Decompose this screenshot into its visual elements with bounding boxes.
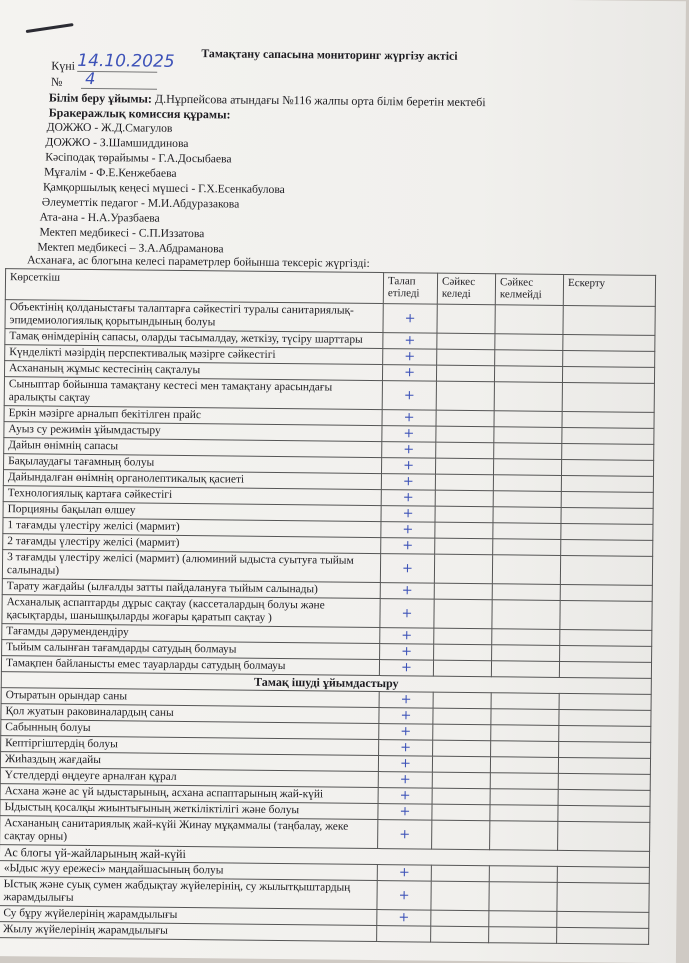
required-mark: + [381,538,435,555]
noncompliant-cell [491,725,559,742]
compliant-cell [435,538,493,555]
compliant-cell [434,554,492,584]
indicator-label: Кептіргіштердің болуы [1,736,379,756]
indicator-label: Ыстық және суық сумен жабдықтау жүйелерінің, су жылытқыштардың жарамдылығы [0,877,377,910]
member-1: ДОЖЖО - Ж.Д.Смагулов [47,121,173,135]
noncompliant-cell [491,709,559,726]
compliant-cell [432,756,490,773]
required-mark: + [383,304,437,334]
noncompliant-cell [492,645,560,662]
noncompliant-cell [493,523,561,540]
indicator-label: Ауыз су режимін ұйымдастыру [4,422,382,442]
compliant-cell [431,881,489,911]
note-cell [561,523,653,540]
indicator-label: 2 тағамды үлестіру желісі (мармит) [3,534,381,554]
indicator-label: Технологиялық картаға сәйкестігі [3,486,381,506]
compliant-cell [435,490,493,507]
compliant-cell [432,820,490,850]
required-mark: + [383,333,437,350]
indicator-label: Күнделікті мәзірдің перспективалық мәзірге сәйкестігі [5,345,383,365]
member-3: Кәсіподақ төрайымы - Г.А.Досыбаева [45,151,231,166]
required-mark: + [381,506,435,523]
indicator-label: Тамақ өнімдерінің сапасы, оларды тасымалдау, жеткізу, түсіру шарттары [5,329,383,349]
compliant-cell [432,804,490,821]
noncompliant-cell [492,555,560,585]
indicator-label: Тыйым салынған тағамдарды сатудың болмауы [2,640,380,660]
table-intro: Асханаға, ас блогына келесі параметрлер бойынша тексеріс жүргізді: [27,253,370,270]
note-cell [558,789,650,806]
noncompliant-cell [495,350,563,367]
compliant-cell [431,910,489,927]
indicator-label: Жылу жүйелерінің жарамдылығы [0,922,377,942]
required-mark: + [380,644,434,661]
required-mark: + [382,410,436,427]
required-mark: + [377,865,431,882]
indicator-label: Үстелдерді өңдеуге арналған құрал [0,768,378,788]
compliant-cell [434,644,492,661]
required-mark: + [381,458,435,475]
note-cell [560,584,652,601]
indicator-label: Еркін мәзірге арналып бекітілген прайс [4,406,382,426]
required-mark [377,926,431,943]
noncompliant-cell [490,757,558,774]
commission-title: Бракеражлық комиссия құрамы: [49,106,231,123]
compliant-cell [436,381,494,411]
compliant-cell [435,458,493,475]
compliant-cell [436,410,494,427]
note-cell [557,882,649,912]
noncompliant-cell [493,539,561,556]
header-required: Талап етіледі [383,273,437,305]
noncompliant-cell [489,927,557,944]
compliant-cell [431,926,489,943]
required-mark: + [381,474,435,491]
indicator-label: Дайындалған өнімнің органолептикалық қасиеті [3,470,381,490]
required-mark: + [379,708,433,725]
compliant-cell [434,628,492,645]
note-cell [560,600,652,630]
required-mark: + [379,724,433,741]
indicator-label: Ыдыстың қосалқы жиынтығының жеткіліктілігі және болуы [0,800,378,820]
noncompliant-cell [489,866,557,883]
indicator-label: Су бұру жүйелерінің жарамдылығы [0,906,377,926]
compliant-cell [437,349,495,366]
indicator-label: Жиһаздың жағдайы [0,752,378,772]
required-mark: + [380,583,434,600]
note-cell [561,475,653,492]
note-cell [558,805,650,822]
pen-stroke [26,23,74,33]
member-7: Ата-ана - Н.А.Уразбаева [40,210,160,224]
member-2: ДОЖЖО - З.Шамшиддинова [45,136,188,150]
indicator-label: Тарату жағдайы (ылғалды затты пайдалануға тыйым салынады) [2,579,380,599]
header-note: Ескерту [563,274,655,306]
required-mark: + [377,881,431,911]
note-cell [558,773,650,790]
compliant-cell [434,583,492,600]
compliant-cell [436,426,494,443]
compliant-cell [433,740,491,757]
note-cell [560,645,652,662]
note-cell [561,459,653,476]
indicator-label: Дайын өнімнің сапасы [4,438,382,458]
required-mark: + [379,740,433,757]
compliant-cell [433,660,491,677]
required-mark: + [378,772,432,789]
note-cell [562,382,654,412]
note-cell [558,757,650,774]
number-label: № [51,75,63,90]
noncompliant-cell [490,773,558,790]
date-label: Күні [51,59,75,74]
note-cell [559,725,651,742]
compliant-cell [436,442,494,459]
required-mark: + [382,442,436,459]
header-indicator: Көрсеткіш [5,269,383,304]
required-mark: + [382,381,436,411]
required-mark: + [381,522,435,539]
noncompliant-cell [494,443,562,460]
indicator-label: Асхананың санитариялық жай-күйі Жинау мұқаммалы (таңбалау, жеке сақтау орны) [0,816,378,849]
noncompliant-cell [491,741,559,758]
member-9: Мектеп медбикесі – З.А.Абдраманова [37,240,223,255]
noncompliant-cell [495,305,563,335]
note-cell [558,821,650,851]
noncompliant-cell [494,382,562,412]
note-cell [557,866,649,883]
note-cell [563,334,655,351]
noncompliant-cell [494,366,562,383]
required-mark: + [379,692,433,709]
compliant-cell [433,692,491,709]
note-cell [557,911,649,928]
noncompliant-cell [491,661,559,678]
note-cell [561,507,653,524]
note-cell [559,741,651,758]
required-mark: + [380,554,434,584]
compliant-cell [432,772,490,789]
indicator-label: «Ыдыс жуу ережесі» маңдайшасының болуы [0,861,377,881]
noncompliant-cell [492,629,560,646]
noncompliant-cell [493,491,561,508]
number-value: 4 [81,69,157,90]
note-cell [563,350,655,367]
compliant-cell [433,708,491,725]
school-label: Білім беру ұйымы: [49,91,152,106]
noncompliant-cell [495,334,563,351]
inspection-table [0,268,656,945]
note-cell [563,305,655,335]
section-title: Ас блогы үй-жайларының жай-күйі [0,845,650,868]
required-mark: + [377,910,431,927]
note-cell [562,443,654,460]
noncompliant-cell [493,459,561,476]
compliant-cell [432,788,490,805]
noncompliant-cell [491,693,559,710]
member-5: Қамқоршылық кеңесі мүшесі - Г.Х.Есенкабулова [43,181,285,197]
indicator-label: Тамақпен байланысты емес тауарларды сатудың болмауы [1,656,379,676]
required-mark: + [378,820,432,850]
compliant-cell [431,865,489,882]
note-cell [561,539,653,556]
indicator-label: Асхананың жұмыс кестесінің сақталуы [4,361,382,381]
noncompliant-cell [490,805,558,822]
header-compliant: Сәйкес келеді [437,273,495,305]
indicator-label: 1 тағамды үлестіру желісі (мармит) [3,518,381,538]
noncompliant-cell [493,507,561,524]
indicator-label: Тағамды дәрумендендіру [2,624,380,644]
compliant-cell [434,599,492,629]
indicator-label: Қол жуатын раковиналардың саны [1,704,379,724]
required-mark: + [379,660,433,677]
noncompliant-cell [489,911,557,928]
noncompliant-cell [490,789,558,806]
note-cell [561,491,653,508]
date-value: 14.10.2025 [77,51,157,73]
note-cell [559,709,651,726]
header-noncompliant: Сәйкес келмейді [495,274,563,306]
required-mark: + [378,756,432,773]
noncompliant-cell [490,821,558,851]
note-cell [559,693,651,710]
note-cell [557,927,649,944]
compliant-cell [433,724,491,741]
indicator-label: Порцияны бақылап өлшеу [3,502,381,522]
required-mark: + [378,804,432,821]
noncompliant-cell [492,584,560,601]
note-cell [562,427,654,444]
note-cell [560,555,652,585]
member-4: Мұғалім - Ф.Е.Кенжебаева [44,166,177,180]
indicator-label: Асханалық аспаптарды дұрыс сақтау (кассеталардың болуы және қасықтарды, шанышқыларды жоғары қаратып сақтау ) [2,595,380,628]
noncompliant-cell [494,411,562,428]
compliant-cell [435,506,493,523]
required-mark: + [383,349,437,366]
indicator-label: 3 тағамды үлестіру желісі (мармит) (алюминий ыдыста суытуға тыйым салынады) [2,550,380,583]
noncompliant-cell [494,427,562,444]
note-cell [562,366,654,383]
compliant-cell [436,365,494,382]
note-cell [562,411,654,428]
noncompliant-cell [493,475,561,492]
required-mark: + [380,628,434,645]
compliant-cell [437,304,495,334]
indicator-label: Сыныптар бойынша тамақтану кестесі мен тамақтану арасындағы аралықты сақтау [4,377,382,410]
required-mark: + [382,365,436,382]
document-title: Тамақтану сапасына мониторинг жүргізу актісі [201,46,457,64]
compliant-cell [437,333,495,350]
indicator-label: Бақылаудағы тағамның болуы [4,454,382,474]
compliant-cell [435,474,493,491]
member-6: Әлеуметтік педагог - М.И.Абдуразакова [42,195,240,210]
required-mark: + [382,426,436,443]
indicator-label: Отыратын орындар саны [1,688,379,708]
noncompliant-cell [492,600,560,630]
noncompliant-cell [489,882,557,912]
required-mark: + [381,490,435,507]
required-mark: + [378,788,432,805]
indicator-label: Объектінің қолданыстағы талаптарға сәйкестігі туралы санитариялық-эпидемиологиялық қорытындының болуы [5,300,383,333]
member-8: Мектеп медбикесі - С.П.Иззатова [39,225,204,240]
indicator-label: Сабынның болуы [1,720,379,740]
required-mark: + [380,599,434,629]
school-value: Д.Нұрпейсова атындағы №116 жалпы орта білім беретін мектебі [155,92,486,109]
compliant-cell [435,522,493,539]
section-title: Тамақ ішуді ұйымдастыру [1,672,651,695]
note-cell [560,629,652,646]
indicator-label: Асхана және ас үй ыдыстарының, асхана аспаптарының жай-күйі [0,784,378,804]
note-cell [559,661,651,678]
